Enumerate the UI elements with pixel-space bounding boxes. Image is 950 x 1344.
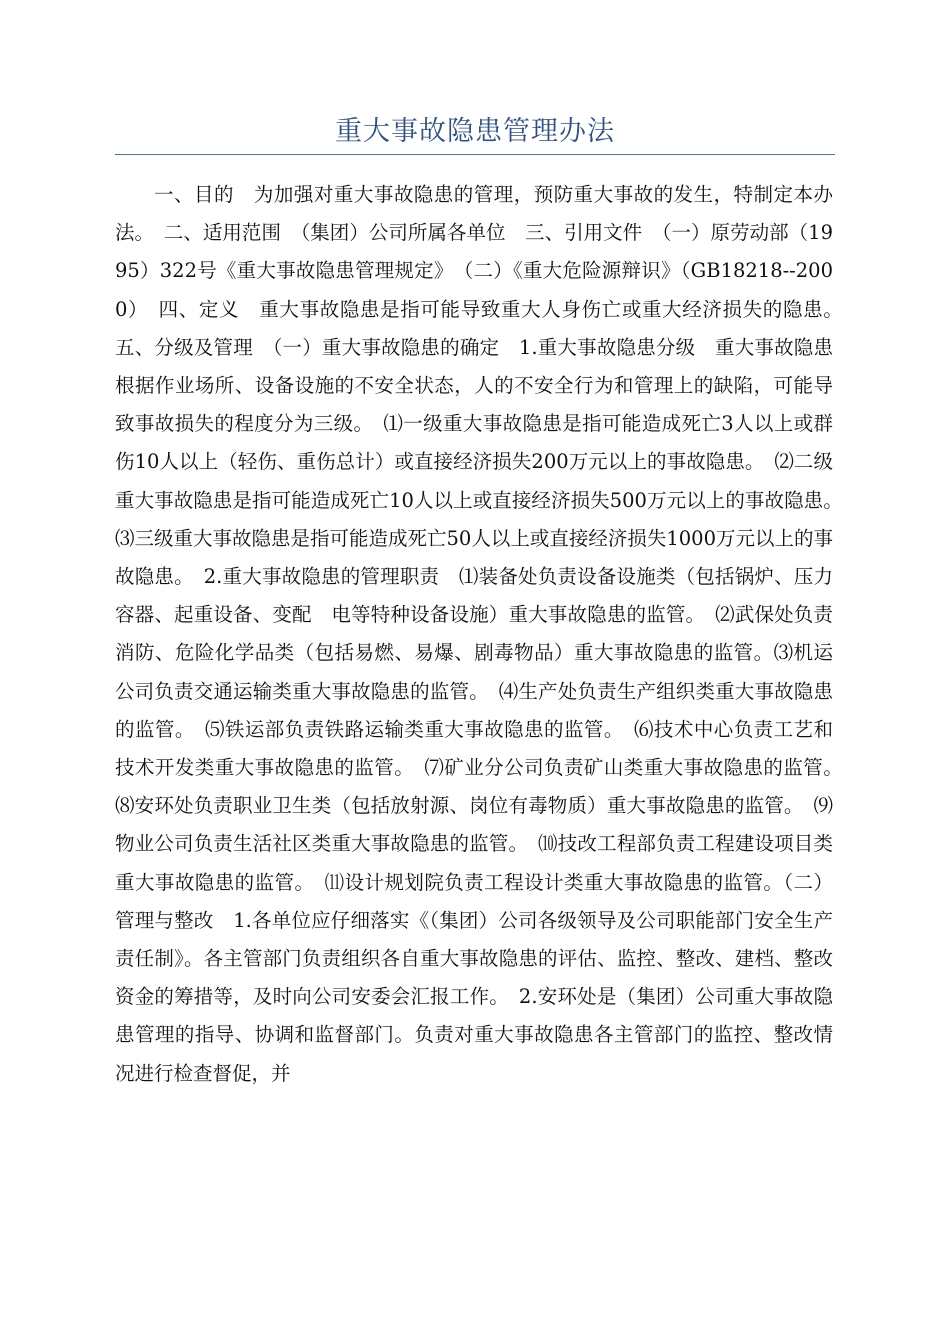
document-body: 一、目的 为加强对重大事故隐患的管理，预防重大事故的发生，特制定本办法。 二、适用范围 （集团）公司所属各单位 三、引用文件 （一）原劳动部（1995）322号《重大事故隐患管理规定》 （二）《重大危险源辩识》（GB18218--2000） 四、定义 重大事故隐患是指可能导致重大人身伤亡或重大经济损失的隐患。 五、分级及管理 （一）重大事故隐患的确定 1.重大事故隐患分级 重大事故隐患根据作业场所、设备设施的不安全状态，人的不安全行为和管理上的缺陷，可能导致事故损失的程度分为三级。 ⑴一级重大事故隐患是指可能造成死亡3人以上或群伤10人以上（轻伤、重伤总计）或直接经济损失200万元以上的事故隐患。 ⑵二级重大事故隐患是指可能造成死亡10人以上或直接经济损失500万元以上的事故隐患。 ⑶三级重大事故隐患是指可能造成死亡50人以上或直接经济损失1000万元以上的事故隐患。 2.重大事故隐患的管理职责 ⑴装备处负责设备设施类（包括锅炉、压力容器、起重设备、变配 电等特种设备设施）重大事故隐患的监管。 ⑵武保处负责消防、危险化学品类（包括易燃、易爆、剧毒物品）重大事故隐患的监管。⑶机运公司负责交通运输类重大事故隐患的监管。 ⑷生产处负责生产组织类重大事故隐患的监管。 ⑸铁运部负责铁路运输类重大事故隐患的监管。 ⑹技术中心负责工艺和技术开发类重大事故隐患的监管。 ⑺矿业分公司负责矿山类重大事故隐患的监管。 ⑻安环处负责职业卫生类（包括放射源、岗位有毒物质）重大事故隐患的监管。 ⑼物业公司负责生活社区类重大事故隐患的监管。 ⑽技改工程部负责工程建设项目类重大事故隐患的监管。 ⑾设计规划院负责工程设计类重大事故隐患的监管。（二）管理与整改 1.各单位应仔细落实《（集团）公司各级领导及公司职能部门安全生产责任制》。各主管部门负责组织各自重大事故隐患的评估、监控、整改、建档、整改资金的筹措等，及时向公司安委会汇报工作。 2.安环处是（集团）公司重大事故隐患管理的指导、协调和监督部门。负责对重大事故隐患各主管部门的监控、整改情况进行检查督促，并 bbox=[115, 183, 853, 1085]
title-underline bbox=[115, 154, 835, 155]
document-title: 重大事故隐患管理办法 bbox=[335, 116, 615, 147]
